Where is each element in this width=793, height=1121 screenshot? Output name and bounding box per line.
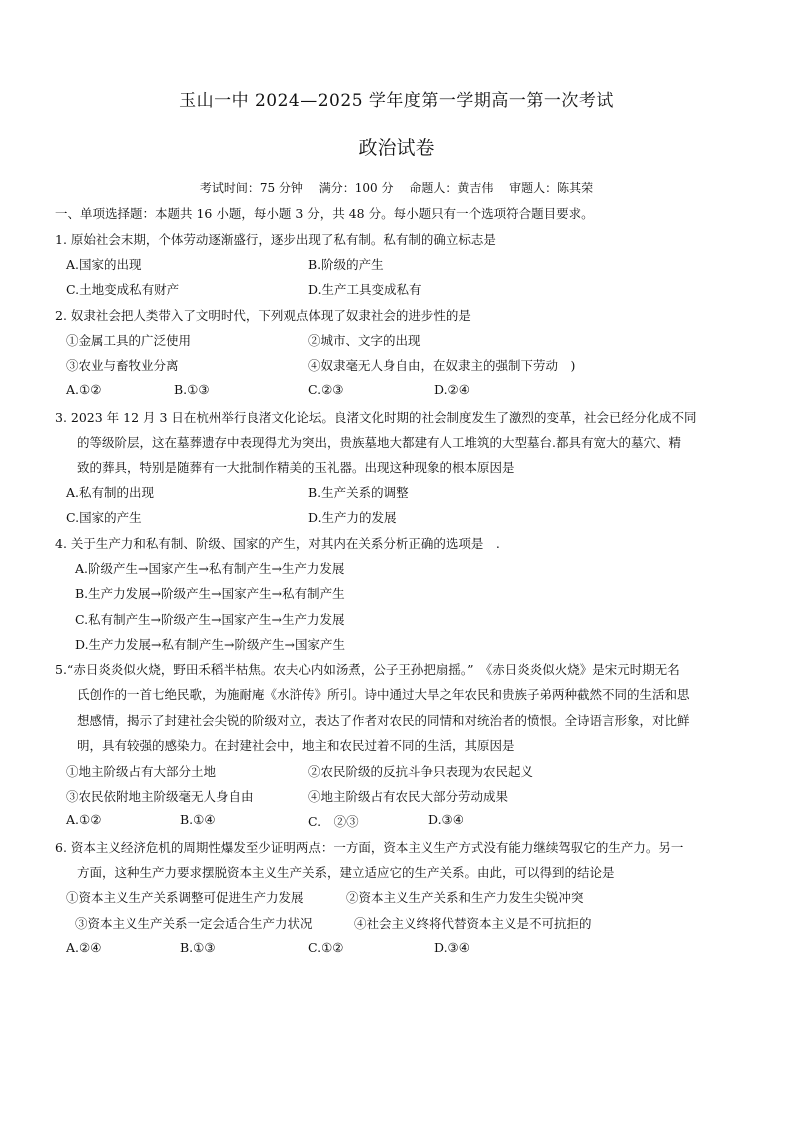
q5-statement-2: ②农民阶级的反抗斗争只表现为农民起义: [308, 764, 534, 779]
exam-subtitle: 政治试卷: [358, 137, 435, 159]
q2-option-b: B.①③: [174, 382, 210, 397]
q6-option-a: A.②④: [66, 940, 102, 955]
section-heading: 一、单项选择题：本题共 16 小题，每小题 3 分，共 48 分。每小题只有一个选项符合题目要求。: [55, 206, 594, 221]
q3-option-a: A.私有制的出现: [66, 485, 155, 500]
exam-title: 玉山一中 2024—2025 学年度第一学期高一第一次考试: [179, 91, 614, 111]
q4-option-c: C.私有制产生→阶级产生→国家产生→生产力发展: [75, 612, 345, 627]
q6-statement-2: ②资本主义生产关系和生产力发生尖锐冲突: [346, 890, 584, 905]
q5-option-c: C. ②③: [308, 814, 359, 829]
q3-option-c: C.国家的产生: [66, 510, 142, 525]
q1-option-a: A.国家的出现: [66, 257, 142, 272]
q3-option-b: B.生产关系的调整: [308, 485, 409, 500]
q6-stem-line-2: 方面，这种生产力要求摆脱资本主义生产关系，建立适应它的生产关系。由此，可以得到的结论是: [77, 865, 615, 880]
q6-statement-4: ④社会主义终将代替资本主义是不可抗拒的: [354, 916, 592, 931]
q1-stem: 1. 原始社会末期，个体劳动逐渐盛行，逐步出现了私有制。私有制的确立标志是: [55, 232, 496, 247]
q1-option-d: D.生产工具变成私有: [308, 282, 422, 297]
exam-info: [0, 179, 793, 196]
q5-option-a: A.①②: [66, 812, 102, 827]
q6-stem-line-1: 6. 资本主义经济危机的周期性爆发至少证明两点：一方面，资本主义生产方式没有能力继续驾驭它的生产力。另一: [55, 840, 684, 855]
q5-statement-1: ①地主阶级占有大部分土地: [66, 764, 217, 779]
exam-score: 满分：100 分: [318, 181, 394, 195]
q3-stem-line-3: 致的葬具，特别是随葬有一大批制作精美的玉礼器。出现这种现象的根本原因是: [77, 460, 515, 475]
q2-statement-4: ④奴隶毫无人身自由，在奴隶主的强制下劳动 ): [308, 358, 576, 373]
q3-option-d: D.生产力的发展: [308, 510, 397, 525]
q5-option-b: B.①④: [180, 812, 216, 827]
q5-stem-line-3: 想感情，揭示了封建社会尖锐的阶级对立，表达了作者对农民的同情和对统治者的愤恨。全诗语言形象，对比鲜: [77, 713, 690, 728]
exam-time: 考试时间：75 分钟: [199, 181, 303, 195]
q6-statement-3: ③资本主义生产关系一定会适合生产力状况: [75, 916, 313, 931]
q4-stem: 4. 关于生产力和私有制、阶级、国家的产生，对其内在关系分析正确的选项是 .: [55, 536, 500, 551]
q5-stem-line-4: 明，具有较强的感染力。在封建社会中，地主和农民过着不同的生活，其原因是: [77, 738, 515, 753]
q2-option-a: A.①②: [66, 382, 102, 397]
q6-option-d: D.③④: [434, 940, 470, 955]
q5-stem-line-1: 5.“赤日炎炎似火烧，野田禾稻半枯焦。农夫心内如汤煮，公子王孙把扇摇。” 《赤日炎炎似火烧》是宋元时期无名: [55, 662, 680, 677]
exam-reviewer: 审题人：陈其荣: [509, 181, 594, 195]
q4-option-b: B.生产力发展→阶级产生→国家产生→私有制产生: [75, 586, 345, 601]
q1-option-b: B.阶级的产生: [308, 257, 384, 272]
q2-stem: 2. 奴隶社会把人类带入了文明时代，下列观点体现了奴隶社会的进步性的是: [55, 308, 471, 323]
exam-author: 命题人：黄吉伟: [409, 181, 494, 195]
q5-statement-4: ④地主阶级占有农民大部分劳动成果: [308, 789, 509, 804]
q6-option-b: B.①③: [180, 940, 216, 955]
q2-statement-2: ②城市、文字的出现: [308, 333, 421, 348]
q2-option-c: C.②③: [308, 382, 344, 397]
q3-stem-line-1: 3. 2023 年 12 月 3 日在杭州举行良渚文化论坛。良渚文化时期的社会制度发生了激烈的变革，社会已经分化成不同: [55, 410, 697, 425]
q5-option-d: D.③④: [428, 812, 464, 827]
q6-option-c: C.①②: [308, 940, 344, 955]
q1-option-c: C.土地变成私有财产: [66, 282, 180, 297]
q5-statement-3: ③农民依附地主阶级毫无人身自由: [66, 789, 254, 804]
q5-stem-line-2: 氏创作的一首七绝民歌，为施耐庵《水浒传》所引。诗中通过大旱之年农民和贵族子弟两种截然不同的生活和思: [77, 687, 690, 702]
q4-option-a: A.阶级产生→国家产生→私有制产生→生产力发展: [75, 561, 345, 576]
q3-stem-line-2: 的等级阶层，这在墓葬遗存中表现得尤为突出，贵族墓地大都建有人工堆筑的大型墓台.都具有宽大的墓穴、精: [77, 435, 681, 450]
q2-statement-1: ①金属工具的广泛使用: [66, 333, 192, 348]
q6-statement-1: ①资本主义生产关系调整可促进生产力发展: [66, 890, 304, 905]
q2-statement-3: ③农业与畜牧业分离: [66, 358, 179, 373]
q2-option-d: D.②④: [434, 382, 470, 397]
q4-option-d: D.生产力发展→私有制产生→阶级产生→国家产生: [75, 637, 345, 652]
